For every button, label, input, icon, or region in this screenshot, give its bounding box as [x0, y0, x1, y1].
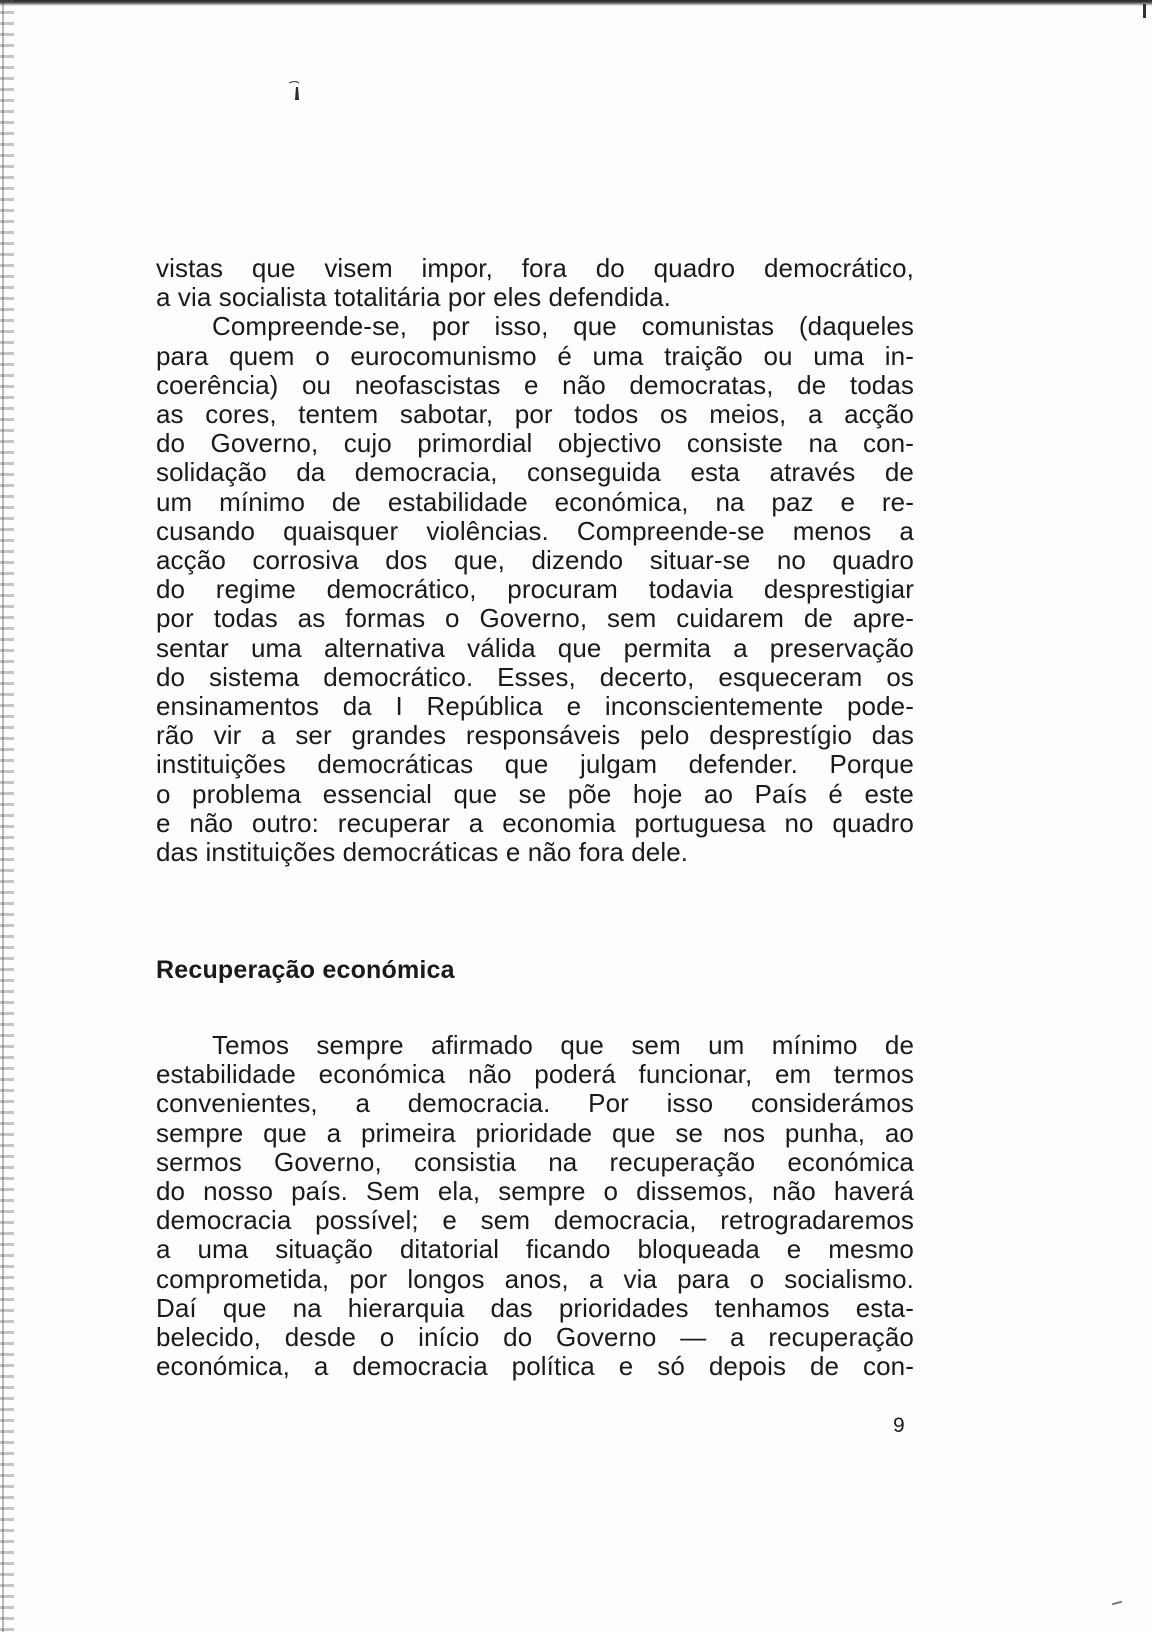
text-line: económica, a democracia política e só depois de con-: [156, 1351, 914, 1382]
text-line: por todas as formas o Governo, sem cuidarem de apre-: [156, 603, 914, 634]
text-line: a uma situação ditatorial ficando bloqueada e mesmo: [156, 1234, 914, 1265]
text-line: cusando quaisquer violências. Compreende-se menos a: [156, 515, 914, 546]
page-number: 9: [893, 1414, 905, 1437]
text-line: comprometida, por longos anos, a via para o socialismo.: [156, 1263, 914, 1294]
text-line: sempre que a primeira prioridade que se nos punha, ao: [156, 1117, 914, 1148]
text-line: a via socialista totalitária por eles defendida.: [156, 282, 671, 313]
scan-top-edge: [0, 0, 1152, 6]
text-line: sentar uma alternativa válida que permita a preservação: [156, 632, 914, 663]
text-line: solidação da democracia, conseguida esta através de: [156, 457, 914, 488]
text-line: do Governo, cujo primordial objectivo consiste na con-: [156, 428, 914, 459]
text-line: das instituições democráticas e não fora dele.: [156, 837, 689, 868]
text-line: instituições democráticas que julgam defender. Porque: [156, 749, 914, 780]
text-line: rão vir a ser grandes responsáveis pelo desprestígio das: [156, 720, 914, 751]
ink-smudge: [287, 80, 303, 102]
text-line: belecido, desde o início do Governo — a recuperação: [156, 1322, 914, 1353]
text-line: do regime democrático, procuram todavia desprestigiar: [156, 574, 914, 605]
text-line: democracia possível; e sem democracia, retrogradaremos: [156, 1205, 914, 1236]
text-line: o problema essencial que se põe hoje ao País é este: [156, 778, 914, 809]
paragraph-continued: [156, 254, 914, 867]
text-line: as cores, tentem sabotar, por todos os meios, a acção: [156, 399, 914, 430]
text-line: do nosso país. Sem ela, sempre o dissemos, não haverá: [156, 1176, 914, 1207]
scan-bottom-mark: [1112, 1601, 1122, 1606]
text-line: para quem o eurocomunismo é uma traição ou uma in-: [156, 340, 914, 371]
text-line: ensinamentos da I República e inconscientemente pode-: [156, 691, 914, 722]
scan-left-edge: [0, 0, 14, 1632]
text-line: um mínimo de estabilidade económica, na paz e re-: [156, 486, 914, 517]
scan-corner-mark: [1143, 4, 1146, 18]
text-line: vistas que visem impor, fora do quadro democrático,: [156, 253, 914, 283]
text-line: convenientes, a democracia. Por isso considerámos: [156, 1088, 914, 1119]
text-line: coerência) ou neofascistas e não democratas, de todas: [156, 369, 914, 400]
text-line: sermos Governo, consistia na recuperação económica: [156, 1146, 914, 1177]
section-heading: Recuperação económica: [156, 956, 455, 984]
paragraph-recuperacao: [156, 1031, 914, 1381]
text-line: estabilidade económica não poderá funcionar, em termos: [156, 1059, 914, 1090]
text-line: Compreende-se, por isso, que comunistas (daqueles: [212, 311, 914, 342]
text-line: acção corrosiva dos que, dizendo situar-se no quadro: [156, 545, 914, 576]
text-line: Temos sempre afirmado que sem um mínimo de: [212, 1030, 914, 1060]
text-line: e não outro: recuperar a economia portuguesa no quadro: [156, 807, 914, 838]
text-line: do sistema democrático. Esses, decerto, esqueceram os: [156, 661, 914, 692]
text-line: Daí que na hierarquia das prioridades tenhamos esta-: [156, 1292, 914, 1323]
